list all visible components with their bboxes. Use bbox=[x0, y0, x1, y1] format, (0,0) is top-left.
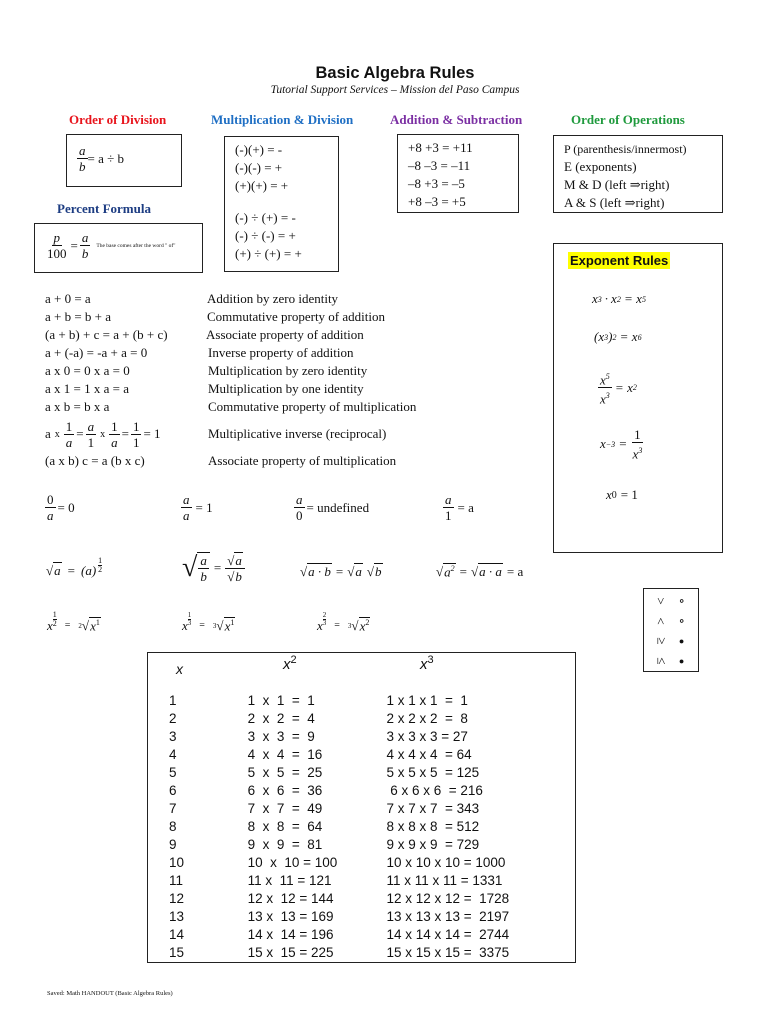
table-cell-square: 2 x 2 = 4 bbox=[247, 710, 315, 726]
table-row bbox=[169, 889, 575, 907]
table-cell-cube: 8 x 8 x 8 = 512 bbox=[386, 818, 480, 834]
properties-list bbox=[45, 290, 416, 470]
table-cell-cube: 9 x 9 x 9 = 729 bbox=[386, 836, 480, 852]
table-cell-x: 3 bbox=[169, 728, 177, 744]
table-row bbox=[169, 817, 575, 835]
exponent-rule-power: (x 3 ) 2 = x 6 bbox=[594, 329, 642, 344]
div-rule-a-over-a: $\frac{a}{a}$ = 1 bbox=[183, 492, 213, 523]
table-row bbox=[169, 799, 575, 817]
frac-exp-rule-half: x $\frac{1}{2}$ = 2 √ $x^1$ bbox=[47, 610, 100, 634]
div-rule-a-over-zero: $\frac{a}{0}$ = undefined bbox=[296, 492, 370, 523]
table-cell-x: 15 bbox=[169, 944, 185, 960]
add-sub-rule: +8 –3 = +5 bbox=[408, 194, 466, 209]
add-sub-rule: +8 +3 = +11 bbox=[408, 140, 473, 155]
page-subtitle: Tutorial Support Services – Mission del Paso Campus bbox=[270, 84, 520, 96]
order-of-operations-box bbox=[553, 135, 723, 213]
add-sub-rule: –8 +3 = –5 bbox=[408, 176, 465, 191]
table-cell-x: 2 bbox=[169, 710, 177, 726]
inequality-less: < ∘ bbox=[653, 612, 685, 628]
table-cell-x: 10 bbox=[169, 854, 185, 870]
property-row: (a x b) c = a (b x c) Associate property of multiplication bbox=[45, 453, 397, 468]
table-cell-x: 4 bbox=[169, 746, 177, 762]
table-row bbox=[169, 853, 575, 871]
percent-a: a bbox=[81, 230, 89, 245]
table-cell-square: 9 x 9 = 81 bbox=[247, 836, 323, 852]
sign-rule: (-) ÷ (-) = + bbox=[235, 228, 296, 243]
table-cell-cube: 5 x 5 x 5 = 125 bbox=[386, 764, 480, 780]
table-header-x: x bbox=[176, 661, 183, 677]
root-rule-quotient: √ $\frac{a}{b}$ = $\frac{√a}{√b}$ bbox=[182, 552, 245, 584]
table-cell-cube: 4 x 4 x 4 = 64 bbox=[386, 746, 472, 762]
sign-rule: (+)(+) = + bbox=[235, 178, 289, 193]
table-row bbox=[169, 745, 575, 763]
table-cell-cube: 11 x 11 x 11 = 1331 bbox=[386, 872, 503, 888]
table-header-x-squared: $x^2$ bbox=[283, 654, 297, 673]
table-cell-cube: 14 x 14 x 14 = 2744 bbox=[386, 926, 510, 942]
powers-table-box bbox=[147, 652, 576, 963]
sign-rule: (+) ÷ (+) = + bbox=[235, 246, 302, 261]
table-cell-x: 12 bbox=[169, 890, 185, 906]
table-cell-x: 7 bbox=[169, 800, 177, 816]
open-circle-icon: ∘ bbox=[678, 612, 685, 628]
div-rule-zero-over-a: $\frac{0}{a}$ = 0 bbox=[47, 492, 75, 523]
root-rule-sqrt-power: √ a = (a) 1 2 bbox=[46, 556, 103, 578]
inequality-less-equal: ≤ ● bbox=[654, 655, 685, 666]
table-cell-x: 14 bbox=[169, 926, 185, 942]
root-rule-product: √ a · b = √ a √ b bbox=[300, 563, 382, 579]
table-row bbox=[169, 835, 575, 853]
header-addition-subtraction: Addition & Subtraction bbox=[390, 112, 523, 127]
percent-100: 100 bbox=[47, 246, 67, 261]
filled-circle-icon: ● bbox=[678, 635, 685, 646]
percent-formula-box: $\frac{p}{100}$ = $\frac{a}{b}$ The base comes after the word " of" bbox=[34, 223, 203, 273]
table-cell-x: 13 bbox=[169, 908, 185, 924]
div-rule-a-over-one: $\frac{a}{1}$ = a bbox=[445, 492, 474, 523]
table-cell-square: 11 x 11 = 121 bbox=[247, 872, 332, 888]
percent-p: p bbox=[53, 230, 60, 245]
inequality-greater-equal: ≥ ● bbox=[654, 635, 685, 646]
table-row bbox=[169, 709, 575, 727]
percent-note: The base comes after the word " of" bbox=[96, 242, 176, 249]
table-cell-square: 10 x 10 = 100 bbox=[247, 854, 338, 870]
table-cell-cube: 12 x 12 x 12 = 1728 bbox=[386, 890, 510, 906]
table-cell-cube: 2 x 2 x 2 = 8 bbox=[386, 710, 468, 726]
property-row: a x b = b x a Commutative property of multiplication bbox=[45, 399, 417, 414]
multiplication-division-box bbox=[224, 136, 339, 272]
property-row: a x 1 = 1 x a = a Multiplication by one identity bbox=[45, 381, 364, 396]
header-order-of-division: Order of Division bbox=[69, 112, 167, 127]
sign-rule: (-)(-) = + bbox=[235, 160, 283, 175]
table-row bbox=[169, 781, 575, 799]
table-cell-square: 5 x 5 = 25 bbox=[247, 764, 323, 780]
root-rule-square: √ $a^2$ = √ a · a = a bbox=[436, 563, 524, 580]
property-row: a + (-a) = -a + a = 0 Inverse property of addition bbox=[45, 345, 354, 360]
table-row bbox=[169, 727, 575, 745]
order-of-division-box bbox=[66, 134, 182, 187]
table-row bbox=[169, 907, 575, 925]
table-row bbox=[169, 763, 575, 781]
page-title: Basic Algebra Rules bbox=[315, 64, 475, 82]
header-order-of-operations: Order of Operations bbox=[571, 112, 685, 127]
table-cell-x: 11 bbox=[169, 872, 184, 888]
division-numerator: a bbox=[79, 143, 86, 158]
table-cell-cube: 13 x 13 x 13 = 2197 bbox=[386, 908, 510, 924]
sign-rule: (-) ÷ (+) = - bbox=[235, 210, 296, 225]
order-step: P (parenthesis/innermost) bbox=[564, 142, 687, 156]
table-cell-x: 9 bbox=[169, 836, 177, 852]
table-cell-square: 6 x 6 = 36 bbox=[247, 782, 323, 798]
table-cell-x: 6 bbox=[169, 782, 177, 798]
frac-exp-rule-two-thirds: x $\frac{2}{3}$ = 3 √ $x^2$ bbox=[317, 611, 370, 634]
table-cell-x: 1 bbox=[169, 692, 177, 708]
table-row bbox=[169, 943, 575, 961]
table-row bbox=[169, 871, 575, 889]
table-cell-square: 8 x 8 = 64 bbox=[247, 818, 323, 834]
exponent-rule-quotient: $\frac{x^5}{x^3}$ = x 2 bbox=[598, 369, 637, 407]
frac-exp-rule-third: x $\frac{1}{3}$ = 3 √ $x^1$ bbox=[182, 611, 235, 634]
inverse-equation: a x $\frac{1}{a}$ = $\frac{a}{1}$ x $\frac{1}{a}$ = $\frac{1}{1}$ = 1 bbox=[45, 418, 161, 450]
division-rhs: = a ÷ b bbox=[87, 150, 124, 166]
order-step: E (exponents) bbox=[564, 159, 637, 174]
header-exponent-rules: Exponent Rules bbox=[570, 253, 669, 268]
table-row bbox=[169, 925, 575, 943]
table-cell-square: 3 x 3 = 9 bbox=[247, 728, 315, 744]
table-cell-square: 1 x 1 = 1 bbox=[247, 692, 315, 708]
footer-note: Saved: Math HANDOUT (Basic Algebra Rules) bbox=[47, 990, 173, 997]
table-cell-x: 5 bbox=[169, 764, 177, 780]
table-header-x-cubed: $x^3$ bbox=[420, 654, 434, 673]
table-cell-square: 14 x 14 = 196 bbox=[247, 926, 334, 942]
table-cell-square: 15 x 15 = 225 bbox=[247, 944, 334, 960]
filled-circle-icon: ● bbox=[678, 655, 685, 666]
table-cell-square: 13 x 13 = 169 bbox=[247, 908, 334, 924]
exponent-rule-negative: x −3 = $\frac{1}{x^3}$ bbox=[600, 427, 643, 462]
powers-table bbox=[169, 691, 575, 961]
inequality-greater: > ∘ bbox=[653, 592, 685, 608]
property-row: a x 0 = 0 x a = 0 Multiplication by zero identity bbox=[45, 363, 368, 378]
table-cell-cube: 1 x 1 x 1 = 1 bbox=[386, 692, 468, 708]
table-cell-cube: 10 x 10 x 10 = 1000 bbox=[386, 854, 506, 870]
inequality-symbols-box bbox=[643, 588, 699, 672]
property-row: (a + b) + c = a + (b + c) Associate property of addition bbox=[45, 327, 364, 342]
addition-subtraction-box bbox=[397, 134, 519, 213]
sign-rule: (-)(+) = - bbox=[235, 142, 283, 157]
property-row-inverse: a x $\frac{1}{a}$ = $\frac{a}{1}$ x $\frac{1}{a}$ = $\frac{1}{1}$ = 1 Multiplicative inverse (reciprocal) bbox=[45, 418, 387, 450]
exponent-rule-product: x 3 · x 2 = x 5 bbox=[592, 291, 646, 306]
table-cell-cube: 15 x 15 x 15 = 3375 bbox=[386, 944, 510, 960]
open-circle-icon: ∘ bbox=[678, 592, 685, 608]
exponent-rule-zero: x 0 = 1 bbox=[606, 487, 638, 502]
division-denominator: b bbox=[79, 159, 86, 174]
order-step: A & S (left ⇒right) bbox=[564, 195, 665, 210]
exponent-rules-box bbox=[553, 243, 723, 553]
add-sub-rule: –8 –3 = –11 bbox=[408, 158, 471, 173]
header-multiplication-division: Multiplication & Division bbox=[211, 112, 354, 127]
table-cell-cube: 7 x 7 x 7 = 343 bbox=[386, 800, 480, 816]
order-step: M & D (left ⇒right) bbox=[564, 177, 670, 192]
table-cell-square: 7 x 7 = 49 bbox=[247, 800, 323, 816]
table-cell-cube: 6 x 6 x 6 = 216 bbox=[386, 782, 483, 798]
table-row bbox=[169, 691, 575, 709]
header-percent-formula: Percent Formula bbox=[57, 201, 151, 216]
table-cell-square: 4 x 4 = 16 bbox=[247, 746, 323, 762]
property-row: a + 0 = a Addition by zero identity bbox=[45, 291, 339, 306]
table-cell-x: 8 bbox=[169, 818, 177, 834]
table-cell-cube: 3 x 3 x 3 = 27 bbox=[386, 728, 468, 744]
percent-b: b bbox=[81, 246, 89, 261]
table-cell-square: 12 x 12 = 144 bbox=[247, 890, 334, 906]
property-row: a + b = b + a Commutative property of addition bbox=[45, 309, 385, 324]
